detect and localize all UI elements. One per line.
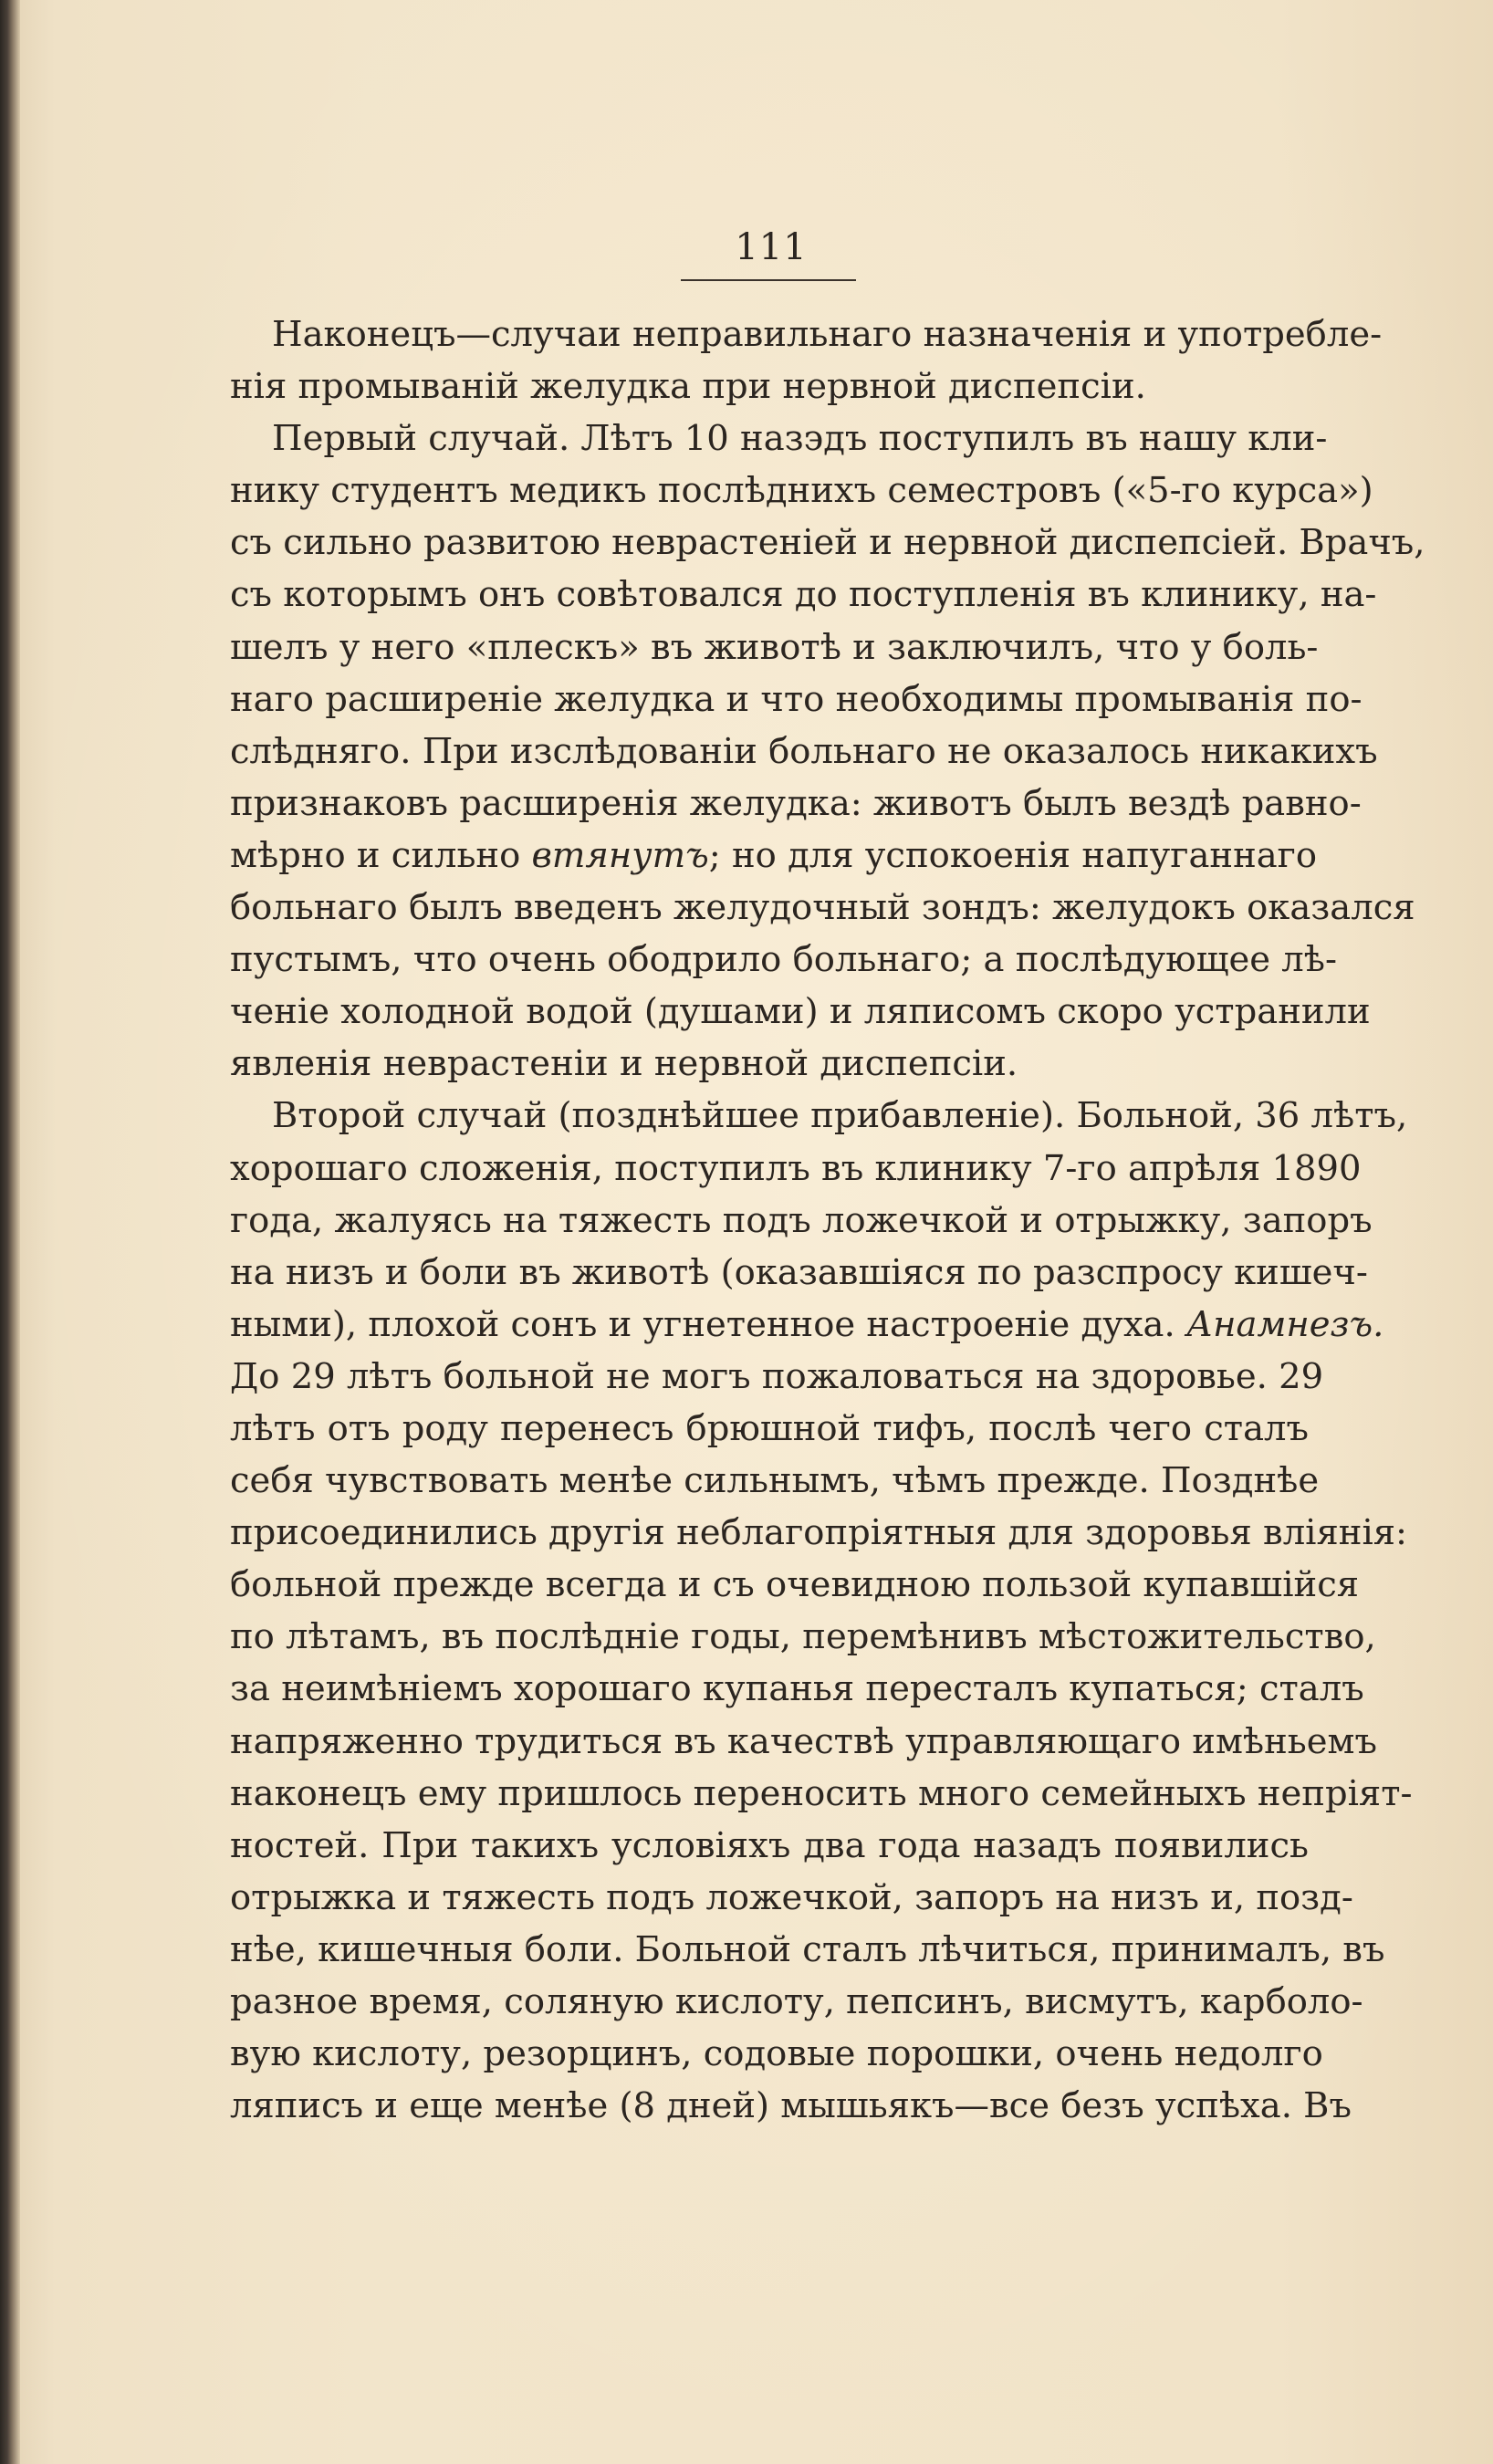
- text-line-content: нику студентъ медикъ послѣднихъ семестровъ («5-го курса»): [230, 470, 1373, 512]
- text-line-content: лѣтъ отъ роду перенесъ брюшной тифъ, послѣ чего сталъ: [230, 1407, 1309, 1449]
- italic-term: втянутъ: [531, 834, 709, 876]
- text-line-content: явленія неврастеніи и нервной диспепсіи.: [230, 1043, 1018, 1085]
- text-line: [230, 1090, 1408, 1142]
- binding-edge: [0, 0, 20, 2464]
- text-line-content: отрыжка и тяжесть подъ ложечкой, запоръ на низъ и, позд-: [230, 1876, 1353, 1918]
- text-line-content: слѣдняго. При изслѣдованіи больнаго не оказалось никакихъ: [230, 730, 1378, 772]
- text-line: [230, 569, 1377, 621]
- text-line: [230, 465, 1373, 517]
- text-line-content: Наконецъ—случаи неправильнаго назначенія и употребле-: [272, 314, 1383, 355]
- text-line-content: себя чувствовать менѣе сильнымъ, чѣмъ прежде. Позднѣе: [230, 1460, 1320, 1502]
- text-line-content: ченіе холодной водой (душами) и ляписомъ скоро устранили: [230, 991, 1371, 1033]
- text-line: [230, 1455, 1320, 1507]
- text-line-content: присоединились другія неблагопріятныя для здоровья вліянія:: [230, 1512, 1408, 1554]
- text-line-content: разное время, соляную кислоту, пепсинъ, висмутъ, карболо-: [230, 1981, 1363, 2022]
- italic-term: Анамнезъ.: [1185, 1303, 1384, 1345]
- text-line: [230, 517, 1425, 569]
- text-line: [230, 934, 1337, 986]
- text-line: [230, 778, 1362, 830]
- text-line: [230, 1611, 1376, 1663]
- text-line-content: Первый случай. Лѣтъ 10 назэдъ поступилъ въ нашу кли-: [272, 418, 1328, 460]
- text-line-content: больнаго былъ введенъ желудочный зондъ: желудокъ оказался: [230, 887, 1415, 929]
- page-number-rule: [681, 279, 856, 281]
- text-line: [230, 2080, 1352, 2132]
- text-line-content: нія промываній желудка при нервной диспепсіи.: [230, 366, 1146, 408]
- text-line: [230, 1038, 1309, 1090]
- text-line-content: признаковъ расширенія желудка: животъ былъ вездѣ равно-: [230, 782, 1362, 824]
- text-line: [230, 882, 1415, 934]
- text-line: [230, 412, 1328, 465]
- body-text: [230, 308, 1425, 2132]
- text-line-content: напряженно трудиться въ качествѣ управляющаго имѣньемъ: [230, 1720, 1377, 1762]
- text-line: [230, 1195, 1373, 1247]
- text-line: [230, 360, 1309, 412]
- text-line-content: съ которымъ онъ совѣтовался до поступленія въ клинику, на-: [230, 574, 1377, 616]
- text-line-content: пустымъ, что очень ободрило больнаго; а послѣдующее лѣ-: [230, 939, 1337, 981]
- text-line-content: шелъ у него «плескъ» въ животѣ и заключилъ, что у боль-: [230, 626, 1319, 668]
- text-line: [230, 1351, 1324, 1403]
- text-line: [230, 830, 1318, 882]
- text-line-content: за неимѣніемъ хорошаго купанья пересталъ купаться; сталъ: [230, 1668, 1364, 1710]
- text-line-content: вую кислоту, резорцинъ, содовые порошки, очень недолго: [230, 2033, 1323, 2075]
- text-line-content: наконецъ ему пришлось переносить много семейныхъ непріят-: [230, 1772, 1413, 1814]
- text-line-content: мѣрно и сильно: [230, 834, 532, 876]
- text-line: [230, 1143, 1362, 1195]
- text-line-content: по лѣтамъ, въ послѣдніе годы, перемѣнивъ мѣстожительство,: [230, 1616, 1376, 1658]
- text-line: [230, 1507, 1408, 1559]
- text-line: [230, 986, 1371, 1038]
- text-line-content: хорошаго сложенія, поступилъ въ клинику 7-го апрѣля 1890: [230, 1147, 1362, 1189]
- text-line: [230, 1924, 1385, 1976]
- text-line: [230, 1872, 1353, 1924]
- text-line: [230, 1299, 1384, 1351]
- text-line-content: До 29 лѣтъ больной не могъ пожаловаться на здоровье. 29: [230, 1355, 1324, 1397]
- text-line: [230, 621, 1319, 673]
- text-line-continuation: ; но для успокоенія напуганнаго: [708, 834, 1318, 876]
- text-line: [230, 1768, 1413, 1820]
- text-line: [230, 1820, 1309, 1872]
- text-line: [230, 1559, 1360, 1611]
- text-line-content: ностей. При такихъ условіяхъ два года назадъ появились: [230, 1824, 1309, 1866]
- text-line-content: нѣе, кишечныя боли. Больной сталъ лѣчиться, принималъ, въ: [230, 1928, 1385, 1970]
- text-line: [230, 1716, 1377, 1768]
- text-line-content: съ сильно развитою неврастеніей и нервной диспепсіей. Врачъ,: [230, 522, 1425, 564]
- text-line-content: на низъ и боли въ животѣ (оказавшіяся по разспросу кишеч-: [230, 1251, 1368, 1293]
- text-line: [230, 1976, 1363, 2028]
- text-line: [230, 1403, 1309, 1455]
- text-line: [230, 726, 1378, 778]
- text-line: [230, 2028, 1323, 2080]
- text-line-content: больной прежде всегда и съ очевидною пользой купавшійся: [230, 1564, 1360, 1606]
- page-number: 111: [735, 226, 808, 268]
- text-line: [230, 1247, 1368, 1299]
- text-line-content: года, жалуясь на тяжесть подъ ложечкой и отрыжку, запоръ: [230, 1199, 1373, 1241]
- text-line-content: Второй случай (позднѣйшее прибавленіе). Больной, 36 лѣтъ,: [272, 1095, 1408, 1137]
- text-line-content: ными), плохой сонъ и угнетенное настроеніе духа.: [230, 1303, 1186, 1345]
- text-line: [230, 308, 1383, 360]
- text-line-content: наго расширеніе желудка и что необходимы промыванія по-: [230, 678, 1362, 720]
- text-line: [230, 1663, 1364, 1715]
- text-line-content: ляписъ и еще менѣе (8 дней) мышьякъ—все безъ успѣха. Въ: [230, 2085, 1352, 2127]
- text-line: [230, 673, 1362, 726]
